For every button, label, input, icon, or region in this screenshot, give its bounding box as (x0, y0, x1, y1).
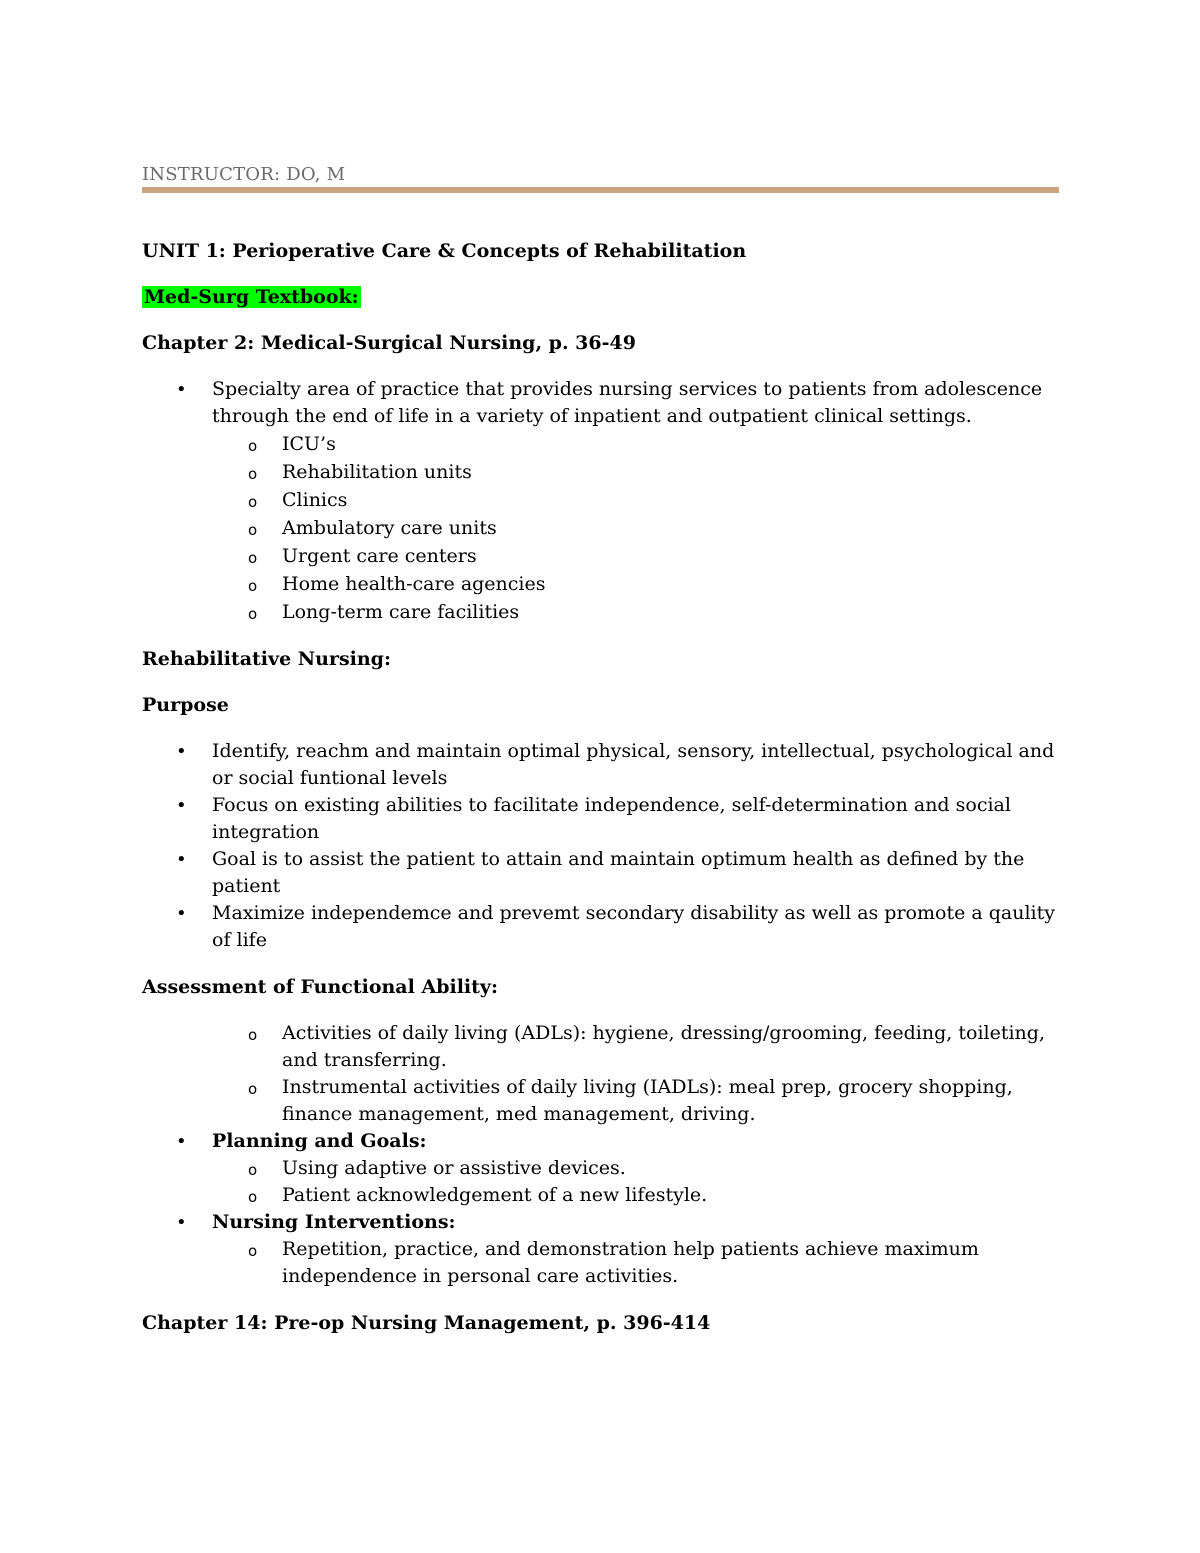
setting-item: Long-term care facilities (282, 601, 520, 623)
assessment-list (142, 1020, 1060, 1128)
purpose-list (142, 738, 1060, 954)
settings-list (142, 430, 1060, 626)
planning-title: Planning and Goals: (212, 1130, 427, 1152)
planning-sublist (142, 1155, 1060, 1209)
circle-bullet-icon: o (248, 605, 258, 623)
circle-bullet-icon: o (248, 549, 258, 567)
list-item (142, 846, 1060, 900)
list-item (142, 1074, 1060, 1128)
setting-item: Urgent care centers (282, 545, 477, 567)
assessment-item: Instrumental activities of daily living (IADLs): meal prep, grocery shopping, finance management, med management, driving. (282, 1076, 1013, 1125)
circle-bullet-icon: o (248, 521, 258, 539)
circle-bullet-icon: o (248, 1080, 258, 1098)
planning-item: Using adaptive or assistive devices. (282, 1157, 626, 1179)
assessment-item: Activities of daily living (ADLs): hygiene, dressing/grooming, feeding, toileting, and transferring. (282, 1022, 1045, 1071)
setting-item: Clinics (282, 489, 348, 511)
textbook-label: Med-Surg Textbook: (144, 286, 359, 308)
header-divider (142, 187, 1059, 193)
bullet-icon: • (176, 379, 187, 400)
setting-item: Rehabilitation units (282, 461, 472, 483)
textbook-label-line (142, 284, 1060, 310)
list-item (142, 542, 1060, 570)
instructor-header: INSTRUCTOR: DO, M (142, 164, 346, 185)
list-item (142, 430, 1060, 458)
interventions-sublist (142, 1236, 1060, 1290)
document-body (142, 238, 1060, 1356)
circle-bullet-icon: o (248, 1026, 258, 1044)
list-item (142, 486, 1060, 514)
purpose-title: Purpose (142, 694, 229, 716)
intervention-item: Repetition, practice, and demonstration help patients achieve maximum independence in personal care activities. (282, 1238, 979, 1287)
chapter2-title: Chapter 2: Medical-Surgical Nursing, p. 36-49 (142, 332, 636, 354)
list-item (142, 570, 1060, 598)
chapter2-list (142, 376, 1060, 626)
purpose-item: Focus on existing abilities to facilitate independence, self-determination and social integration (212, 794, 1011, 843)
list-item (142, 1128, 1060, 1155)
purpose-list-block (142, 738, 1060, 954)
circle-bullet-icon: o (248, 1242, 258, 1260)
circle-bullet-icon: o (248, 437, 258, 455)
purpose-item: Goal is to assist the patient to attain and maintain optimum health as defined by the patient (212, 848, 1025, 897)
circle-bullet-icon: o (248, 577, 258, 595)
interventions-list (142, 1209, 1060, 1236)
interventions-title: Nursing Interventions: (212, 1211, 456, 1233)
chapter2-bullet-text: Specialty area of practice that provides nursing services to patients from adolescence through the end of life in a variety of inpatient and outpatient clinical settings. (212, 378, 1043, 427)
setting-item: Home health-care agencies (282, 573, 546, 595)
list-item (142, 458, 1060, 486)
list-item (142, 1182, 1060, 1209)
planning-list (142, 1128, 1060, 1155)
unit-title: UNIT 1: Perioperative Care & Concepts of Rehabilitation (142, 240, 747, 262)
circle-bullet-icon: o (248, 465, 258, 483)
setting-item: ICU’s (282, 433, 336, 455)
list-item (142, 598, 1060, 626)
purpose-item: Maximize independemce and prevemt secondary disability as well as promote a qaulity of life (212, 902, 1055, 951)
planning-item: Patient acknowledgement of a new lifestyle. (282, 1184, 708, 1206)
list-item (142, 900, 1060, 954)
list-item (142, 376, 1060, 626)
assessment-block (142, 1020, 1060, 1290)
list-item (142, 738, 1060, 792)
bullet-icon: • (176, 1131, 187, 1152)
purpose-item: Identify, reachm and maintain optimal physical, sensory, intellectual, psychological and or social funtional levels (212, 740, 1055, 789)
list-item (142, 1236, 1060, 1290)
list-item (142, 792, 1060, 846)
circle-bullet-icon: o (248, 1161, 258, 1179)
list-item (142, 1020, 1060, 1074)
bullet-icon: • (176, 795, 187, 816)
bullet-icon: • (176, 849, 187, 870)
bullet-icon: • (176, 1212, 187, 1233)
circle-bullet-icon: o (248, 493, 258, 511)
list-item (142, 1155, 1060, 1182)
chapter14-title: Chapter 14: Pre-op Nursing Management, p. 396-414 (142, 1312, 711, 1334)
circle-bullet-icon: o (248, 1188, 258, 1206)
rehab-title: Rehabilitative Nursing: (142, 648, 391, 670)
list-item (142, 514, 1060, 542)
bullet-icon: • (176, 741, 187, 762)
assessment-title: Assessment of Functional Ability: (142, 976, 498, 998)
bullet-icon: • (176, 903, 187, 924)
chapter2-list-block (142, 376, 1060, 626)
setting-item: Ambulatory care units (282, 517, 497, 539)
list-item (142, 1209, 1060, 1236)
